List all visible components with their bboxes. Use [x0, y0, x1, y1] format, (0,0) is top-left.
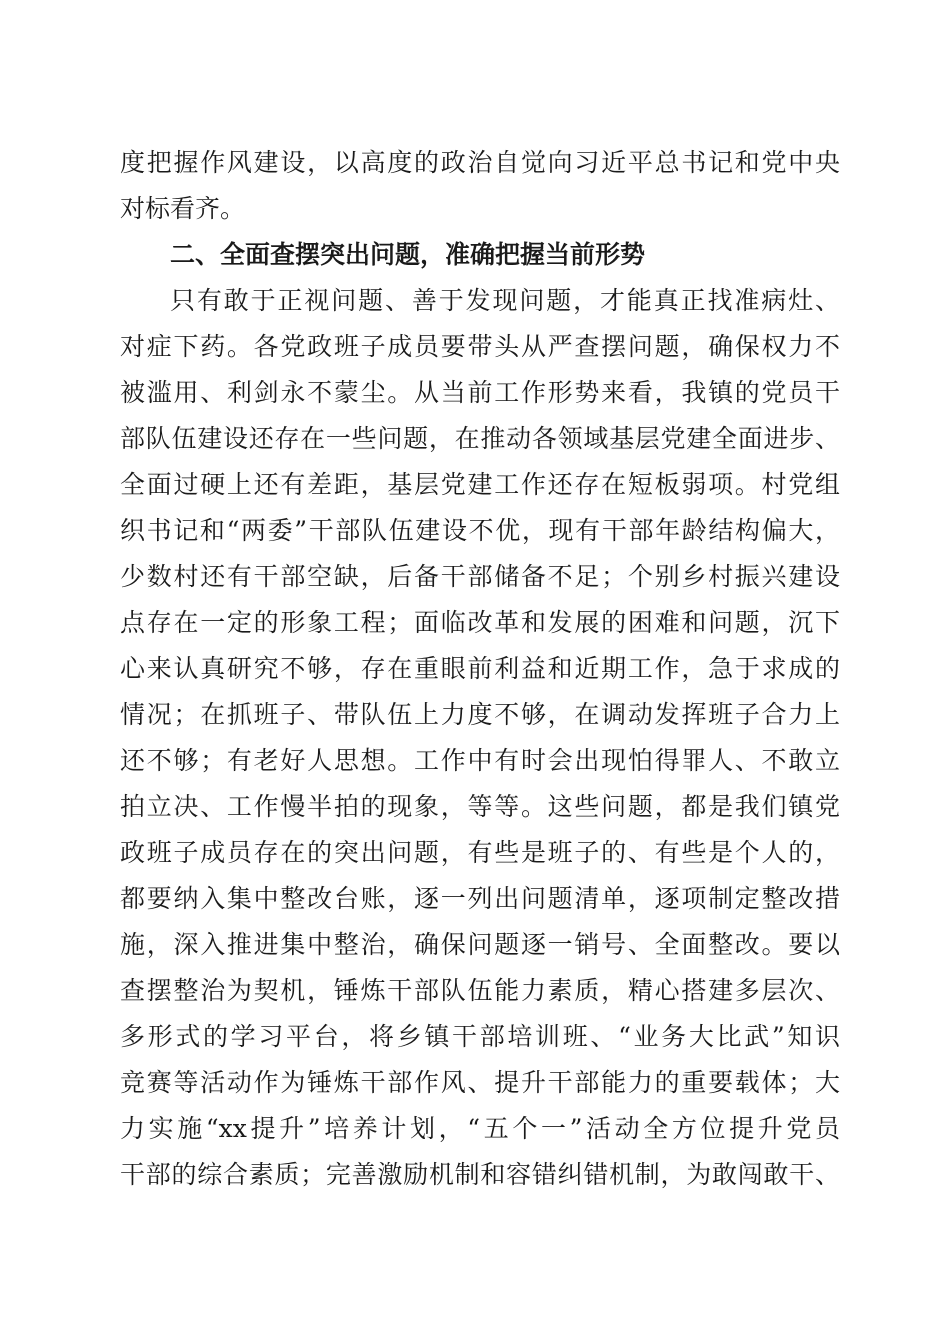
- paragraph-line: 对症下药。各党政班子成员要带头从严查摆问题，确保权力不: [120, 332, 840, 361]
- paragraph-line: 织书记和“两委”干部队伍建设不优，现有干部年龄结构偏大，: [120, 516, 840, 545]
- paragraph-line: 查摆整治为契机，锤炼干部队伍能力素质，精心搭建多层次、: [120, 976, 840, 1005]
- paragraph-line: 部队伍建设还存在一些问题，在推动各领域基层党建全面进步、: [120, 424, 840, 453]
- section-heading: 二、全面查摆突出问题，准确把握当前形势: [170, 240, 646, 269]
- intro-line: 对标看齐。: [120, 194, 246, 223]
- paragraph-line: 力实施“xx提升”培养计划，“五个一”活动全方位提升党员: [120, 1114, 840, 1143]
- paragraph-line: 点存在一定的形象工程；面临改革和发展的困难和问题，沉下: [120, 608, 840, 637]
- paragraph-line: 被滥用、利剑永不蒙尘。从当前工作形势来看，我镇的党员干: [120, 378, 840, 407]
- paragraph-line: 只有敢于正视问题、善于发现问题，才能真正找准病灶、: [170, 286, 840, 315]
- paragraph-line: 少数村还有干部空缺，后备干部储备不足；个别乡村振兴建设: [120, 562, 840, 591]
- paragraph-line: 全面过硬上还有差距，基层党建工作还存在短板弱项。村党组: [120, 470, 840, 499]
- paragraph-line: 还不够；有老好人思想。工作中有时会出现怕得罪人、不敢立: [120, 746, 840, 775]
- paragraph-line: 多形式的学习平台，将乡镇干部培训班、“业务大比武”知识: [120, 1022, 840, 1051]
- paragraph-line: 都要纳入集中整改台账，逐一列出问题清单，逐项制定整改措: [120, 884, 840, 913]
- paragraph-line: 干部的综合素质；完善激励机制和容错纠错机制，为敢闯敢干、: [120, 1160, 840, 1189]
- paragraph-line: 情况；在抓班子、带队伍上力度不够，在调动发挥班子合力上: [120, 700, 840, 729]
- paragraph-line: 拍立决、工作慢半拍的现象，等等。这些问题，都是我们镇党: [120, 792, 840, 821]
- paragraph-line: 心来认真研究不够，存在重眼前利益和近期工作，急于求成的: [120, 654, 840, 683]
- paragraph-line: 政班子成员存在的突出问题，有些是班子的、有些是个人的，: [120, 838, 840, 867]
- paragraph-line: 施，深入推进集中整治，确保问题逐一销号、全面整改。要以: [120, 930, 840, 959]
- paragraph-line: 竞赛等活动作为锤炼干部作风、提升干部能力的重要载体；大: [120, 1068, 840, 1097]
- intro-line: 度把握作风建设，以高度的政治自觉向习近平总书记和党中央: [120, 148, 840, 177]
